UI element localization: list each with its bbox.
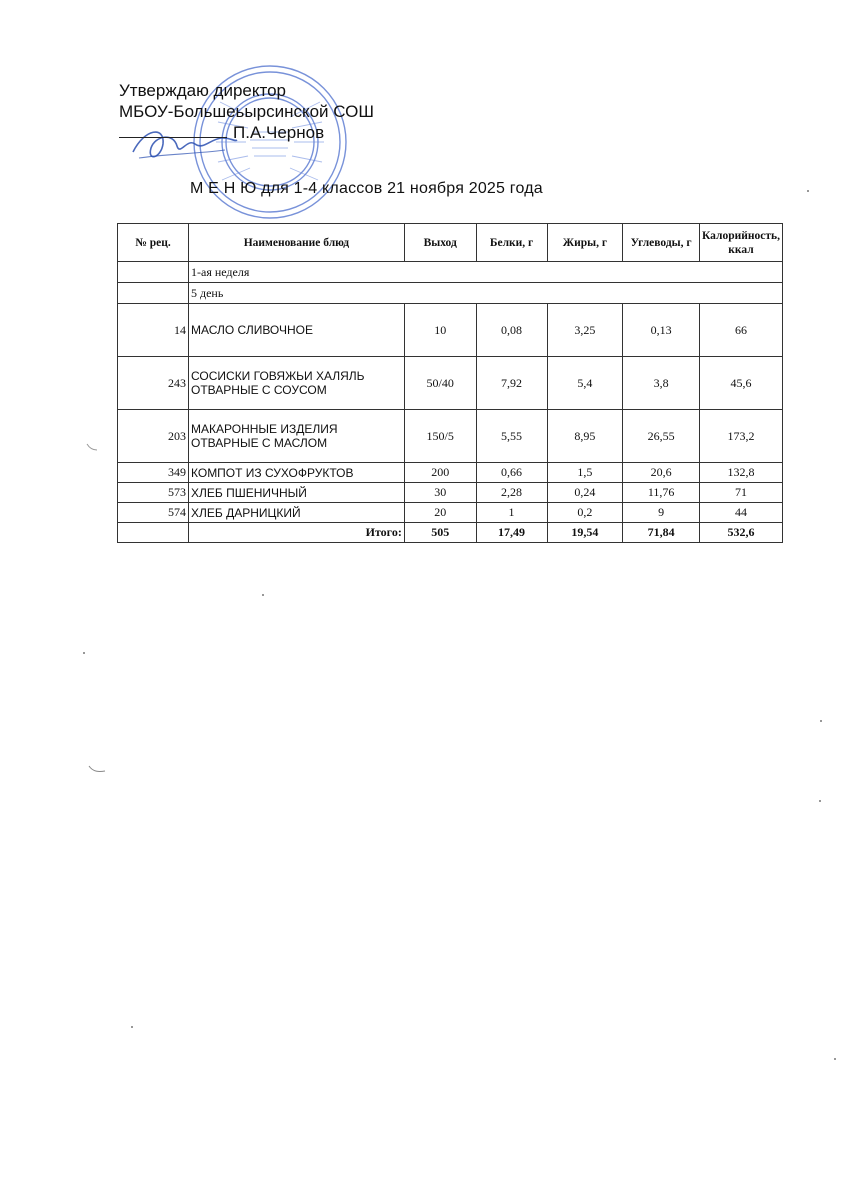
dish-proteins: 5,55 bbox=[476, 410, 547, 463]
dish-name: ХЛЕБ ПШЕНИЧНЫЙ bbox=[189, 483, 405, 503]
dish-carbs: 26,55 bbox=[623, 410, 700, 463]
scan-speck bbox=[819, 800, 821, 802]
dish-carbs: 9 bbox=[623, 503, 700, 523]
dish-carbs: 3,8 bbox=[623, 357, 700, 410]
scan-speck bbox=[83, 652, 85, 654]
day-label: 5 день bbox=[189, 283, 783, 304]
scan-speck bbox=[820, 720, 822, 722]
header-output: Выход bbox=[404, 224, 476, 262]
total-output: 505 bbox=[404, 523, 476, 543]
menu-table bbox=[117, 223, 783, 543]
dish-fats: 5,4 bbox=[547, 357, 623, 410]
dish-proteins: 0,66 bbox=[476, 463, 547, 483]
total-fats: 19,54 bbox=[547, 523, 623, 543]
dish-kcal: 66 bbox=[699, 304, 782, 357]
dish-fats: 3,25 bbox=[547, 304, 623, 357]
header-name: Наименование блюд bbox=[189, 224, 405, 262]
dish-name: МАСЛО СЛИВОЧНОЕ bbox=[189, 304, 405, 357]
dish-proteins: 0,08 bbox=[476, 304, 547, 357]
recipe-number: 243 bbox=[118, 357, 189, 410]
scan-speck bbox=[131, 1026, 133, 1028]
school-name: МБОУ-Большеьырсинской СОШ bbox=[119, 102, 374, 121]
recipe-number: 573 bbox=[118, 483, 189, 503]
recipe-number: 574 bbox=[118, 503, 189, 523]
dish-kcal: 44 bbox=[699, 503, 782, 523]
day-row bbox=[118, 283, 783, 304]
dish-carbs: 11,76 bbox=[623, 483, 700, 503]
header-kcal: Калорийность, ккал bbox=[699, 224, 782, 262]
recipe-number: 14 bbox=[118, 304, 189, 357]
approval-block bbox=[119, 80, 374, 143]
table-row bbox=[118, 463, 783, 483]
dish-carbs: 20,6 bbox=[623, 463, 700, 483]
header-num: № рец. bbox=[118, 224, 189, 262]
dish-kcal: 173,2 bbox=[699, 410, 782, 463]
table-header-row bbox=[118, 224, 783, 262]
dish-fats: 0,24 bbox=[547, 483, 623, 503]
recipe-number: 203 bbox=[118, 410, 189, 463]
dish-proteins: 7,92 bbox=[476, 357, 547, 410]
dish-carbs: 0,13 bbox=[623, 304, 700, 357]
header-carbs: Углеводы, г bbox=[623, 224, 700, 262]
approve-title: Утверждаю директор bbox=[119, 81, 287, 100]
table-row bbox=[118, 304, 783, 357]
week-label: 1-ая неделя bbox=[189, 262, 783, 283]
dish-proteins: 2,28 bbox=[476, 483, 547, 503]
dish-output: 20 bbox=[404, 503, 476, 523]
dish-output: 30 bbox=[404, 483, 476, 503]
scan-mark bbox=[86, 442, 98, 452]
week-row bbox=[118, 262, 783, 283]
header-fats: Жиры, г bbox=[547, 224, 623, 262]
dish-output: 10 bbox=[404, 304, 476, 357]
menu-title: М Е Н Ю для 1-4 классов 21 ноября 2025 года bbox=[190, 180, 543, 197]
dish-fats: 0,2 bbox=[547, 503, 623, 523]
table-row bbox=[118, 503, 783, 523]
approver-name: П.А.Чернов bbox=[233, 123, 325, 142]
signature-line bbox=[119, 122, 374, 143]
total-row bbox=[118, 523, 783, 543]
scan-mark bbox=[88, 764, 106, 774]
dish-output: 200 bbox=[404, 463, 476, 483]
total-label: Итого: bbox=[189, 523, 405, 543]
total-carbs: 71,84 bbox=[623, 523, 700, 543]
dish-name: МАКАРОННЫЕ ИЗДЕЛИЯ ОТВАРНЫЕ С МАСЛОМ bbox=[189, 410, 405, 463]
dish-fats: 1,5 bbox=[547, 463, 623, 483]
signature-underline bbox=[119, 122, 227, 138]
total-kcal: 532,6 bbox=[699, 523, 782, 543]
header-proteins: Белки, г bbox=[476, 224, 547, 262]
total-proteins: 17,49 bbox=[476, 523, 547, 543]
dish-proteins: 1 bbox=[476, 503, 547, 523]
scan-speck bbox=[807, 190, 809, 192]
recipe-number: 349 bbox=[118, 463, 189, 483]
table-row bbox=[118, 410, 783, 463]
dish-name: КОМПОТ ИЗ СУХОФРУКТОВ bbox=[189, 463, 405, 483]
dish-kcal: 71 bbox=[699, 483, 782, 503]
dish-kcal: 45,6 bbox=[699, 357, 782, 410]
dish-output: 150/5 bbox=[404, 410, 476, 463]
dish-output: 50/40 bbox=[404, 357, 476, 410]
scan-speck bbox=[834, 1058, 836, 1060]
table-row bbox=[118, 483, 783, 503]
table-row bbox=[118, 357, 783, 410]
dish-name: СОСИСКИ ГОВЯЖЬИ ХАЛЯЛЬ ОТВАРНЫЕ С СОУСОМ bbox=[189, 357, 405, 410]
dish-fats: 8,95 bbox=[547, 410, 623, 463]
dish-name: ХЛЕБ ДАРНИЦКИЙ bbox=[189, 503, 405, 523]
scan-speck bbox=[262, 594, 264, 596]
dish-kcal: 132,8 bbox=[699, 463, 782, 483]
